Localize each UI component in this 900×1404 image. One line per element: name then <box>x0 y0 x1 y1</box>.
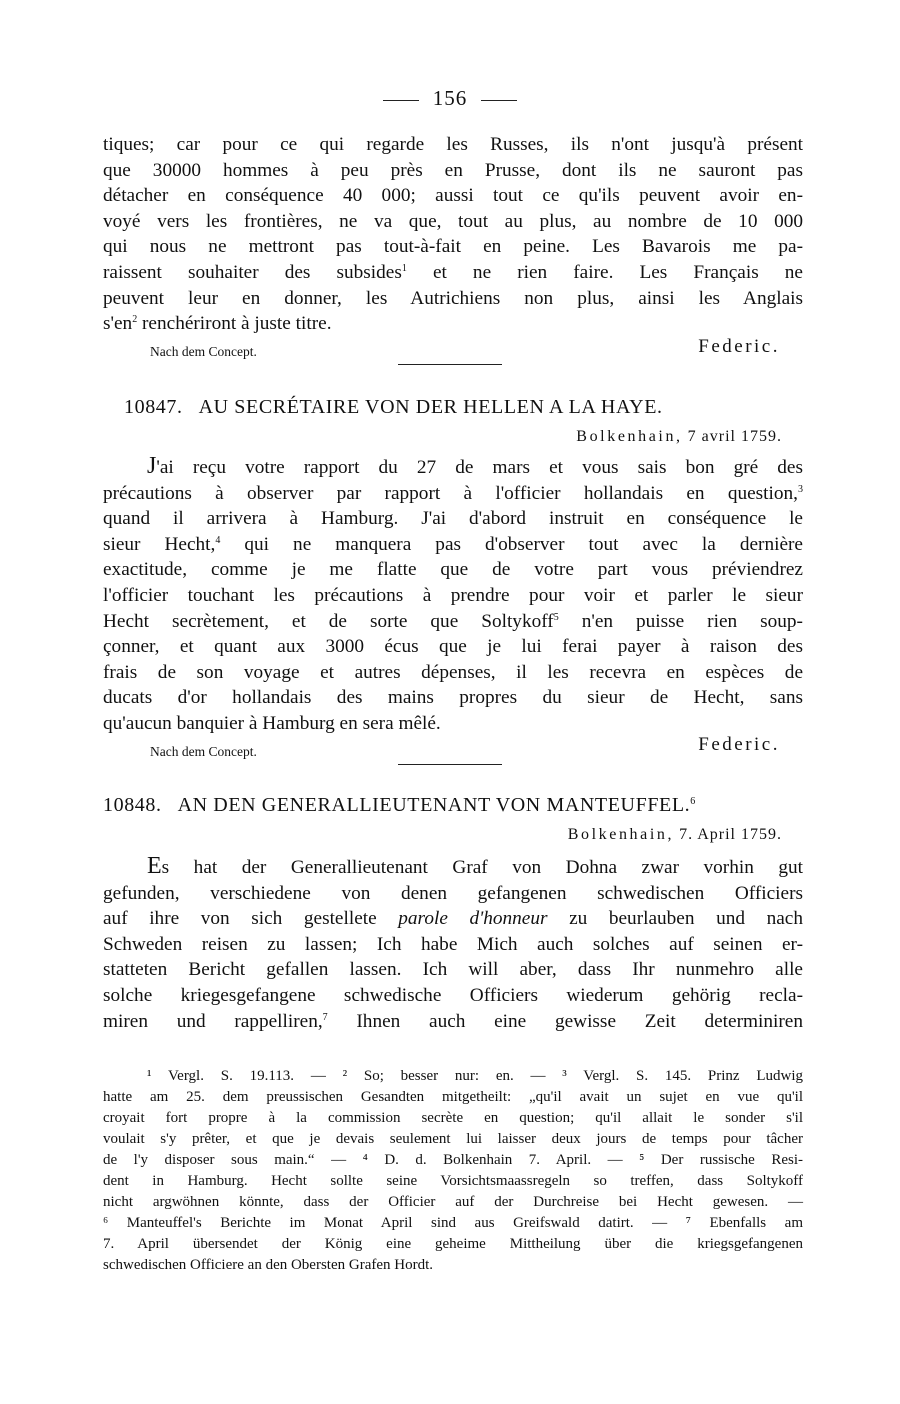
text-line: solche kriegesgefangene schwedische Officiers wiederum gehörig recla- <box>103 984 803 1006</box>
letter-heading <box>103 794 773 817</box>
letter-heading <box>124 396 794 419</box>
signature: Federic. <box>698 336 780 357</box>
text-line: peuvent leur en donner, les Autrichiens non plus, ainsi les Anglais <box>103 287 803 309</box>
text-line: que 30000 hommes à peu près en Prusse, dont ils ne sauront pas <box>103 159 803 181</box>
concept-note: Nach dem Concept. <box>150 344 257 359</box>
footnote-mark: 5 <box>553 611 559 623</box>
footnote-line: ⁶ Manteuffel's Berichte im Monat April sind aus Greifswald datirt. — ⁷ Ebenfalls am <box>103 1215 803 1231</box>
dateline-date: 7 avril 1759. <box>687 428 782 445</box>
text-line: l'officier touchant les précautions à prendre pour voir et parler le sieur <box>103 584 803 606</box>
text-line: qu'aucun banquier à Hamburg en sera mêlé. <box>103 712 441 734</box>
letter-body <box>103 854 803 1034</box>
dateline <box>568 826 782 844</box>
header-dash-left <box>383 100 419 101</box>
text-line: Schweden reisen zu lassen; Ich habe Mich auch solches auf seinen er- <box>103 933 803 955</box>
footnote-mark: 3 <box>798 483 803 495</box>
text-line: Es hat der Generallieutenant Graf von Dohna zwar vorhin gut <box>147 853 803 879</box>
footnote-mark: 6 <box>690 796 696 807</box>
letter-title: AU SECRÉTAIRE VON DER HELLEN A LA HAYE. <box>198 396 663 418</box>
footnote-line: hatte am 25. dem preussischen Gesandten mitgetheilt: „qu'il avait un sujet en vue qu'il <box>103 1089 803 1105</box>
previous-letter-text <box>103 132 803 337</box>
text-line: détacher en conséquence 40 000; aussi tout ce qu'ils peuvent avoir en- <box>103 185 803 207</box>
text-line: précautions à observer par rapport à l'officier hollandais en question,$^3$ <box>103 482 803 504</box>
text-line: raissent souhaiter des subsides$^1$ et ne rien faire. Les Français ne <box>103 261 803 283</box>
italic-phrase: parole d'honneur <box>398 908 548 930</box>
text-line: qui nous ne mettront pas tout-à-fait en peine. Les Bavarois me pa- <box>103 236 803 258</box>
dateline-place: Bolkenhain, <box>576 428 683 445</box>
letter-body <box>103 454 803 737</box>
letter-title: AN DEN GENERALLIEUTENANT VON MANTEUFFEL. <box>177 794 691 816</box>
footnote-mark: 4 <box>215 534 221 546</box>
text-line: gefunden, verschiedene von denen gefangenen schwedischen Officiers <box>103 882 803 904</box>
footnote-line: voulait s'y prêter, et que je devais seulement lui laisser deux jours de temps pour tâcher <box>103 1131 803 1147</box>
footnote-line: 7. April übersendet der König eine geheime Mittheilung über die kriegsgefangenen <box>103 1236 803 1252</box>
page-number-header <box>0 86 900 111</box>
text-line: quand il arrivera à Hamburg. J'ai d'abord instruit en conséquence le <box>103 508 803 530</box>
text-line: ducats d'or hollandais des mains propres du sieur de Hecht, sans <box>103 687 803 709</box>
footnote-mark: 2 <box>132 314 138 326</box>
footnote-line: ¹ Vergl. S. 19.113. — ² So; besser nur: en. — ³ Vergl. S. 145. Prinz Ludwig <box>147 1068 803 1084</box>
drop-cap: J <box>147 453 157 479</box>
section-divider <box>398 364 502 365</box>
signature: Federic. <box>698 734 780 755</box>
footnote-line: dent in Hamburg. Hecht sollte seine Vorsichtsmaassregeln so treffen, dass Soltykoff <box>103 1173 803 1189</box>
text-line: tiques; car pour ce qui regarde les Russes, ils n'ont jusqu'à présent <box>103 134 803 155</box>
dateline <box>576 428 782 446</box>
header-dash-right <box>481 100 517 101</box>
text-line: voyé vers les frontières, ne va que, tout au plus, au nombre de 10 000 <box>103 210 803 232</box>
text-line: sieur Hecht,$^4$ qui ne manquera pas d'observer tout avec la dernière <box>103 533 803 555</box>
text-line: exactitude, comme je me flatte que de votre part vous préviendrez <box>103 559 803 581</box>
footnote-mark: 1 <box>401 262 407 274</box>
footnote-line: de l'y disposer sous main.“ — ⁴ D. d. Bolkenhain 7. April. — ⁵ Der russische Resi- <box>103 1152 803 1168</box>
text-line: çonner, et quant aux 3000 écus que je lui ferai payer à raison des <box>103 636 803 658</box>
text-line: frais de son voyage et autres dépenses, il les recevra en espèces de <box>103 661 803 683</box>
letter-number: 10847. <box>124 396 183 418</box>
footnote-line: croyait fort propre à la commission secrète en question; qu'il allait le sonder s'il <box>103 1110 803 1126</box>
text-line: auf ihre von sich gestellete parole d'honneur zu beurlauben und nach <box>103 908 803 930</box>
drop-cap: E <box>147 853 162 879</box>
page-number: 156 <box>432 86 468 110</box>
concept-note: Nach dem Concept. <box>150 744 257 759</box>
dateline-place: Bolkenhain, <box>567 826 675 843</box>
letter-number: 10848. <box>103 794 162 816</box>
footnote-line: nicht argwöhnen könnte, dass der Officier auf der Durchreise bei Hecht gewesen. — <box>103 1194 803 1210</box>
text-line: Hecht secrètement, et de sorte que Soltykoff$^5$ n'en puisse rien soup- <box>103 610 803 632</box>
text-line: $s'en^2$ renchériront à juste titre. <box>103 313 332 335</box>
footnote-line: schwedischen Officiere an den Obersten Grafen Hordt. <box>103 1257 434 1273</box>
footnotes <box>103 1066 803 1276</box>
dateline-date: 7. April 1759. <box>679 826 782 843</box>
text-line: J'ai reçu votre rapport du 27 de mars et vous sais bon gré des <box>147 453 803 479</box>
text-line: miren und rappelliren,$^7$ Ihnen auch eine gewisse Zeit determiniren <box>103 1010 803 1032</box>
section-divider <box>398 764 502 765</box>
footnote-mark: 7 <box>322 1011 328 1023</box>
text-line: statteten Bericht gefallen lassen. Ich will aber, dass Ihr nunmehro alle <box>103 959 803 981</box>
